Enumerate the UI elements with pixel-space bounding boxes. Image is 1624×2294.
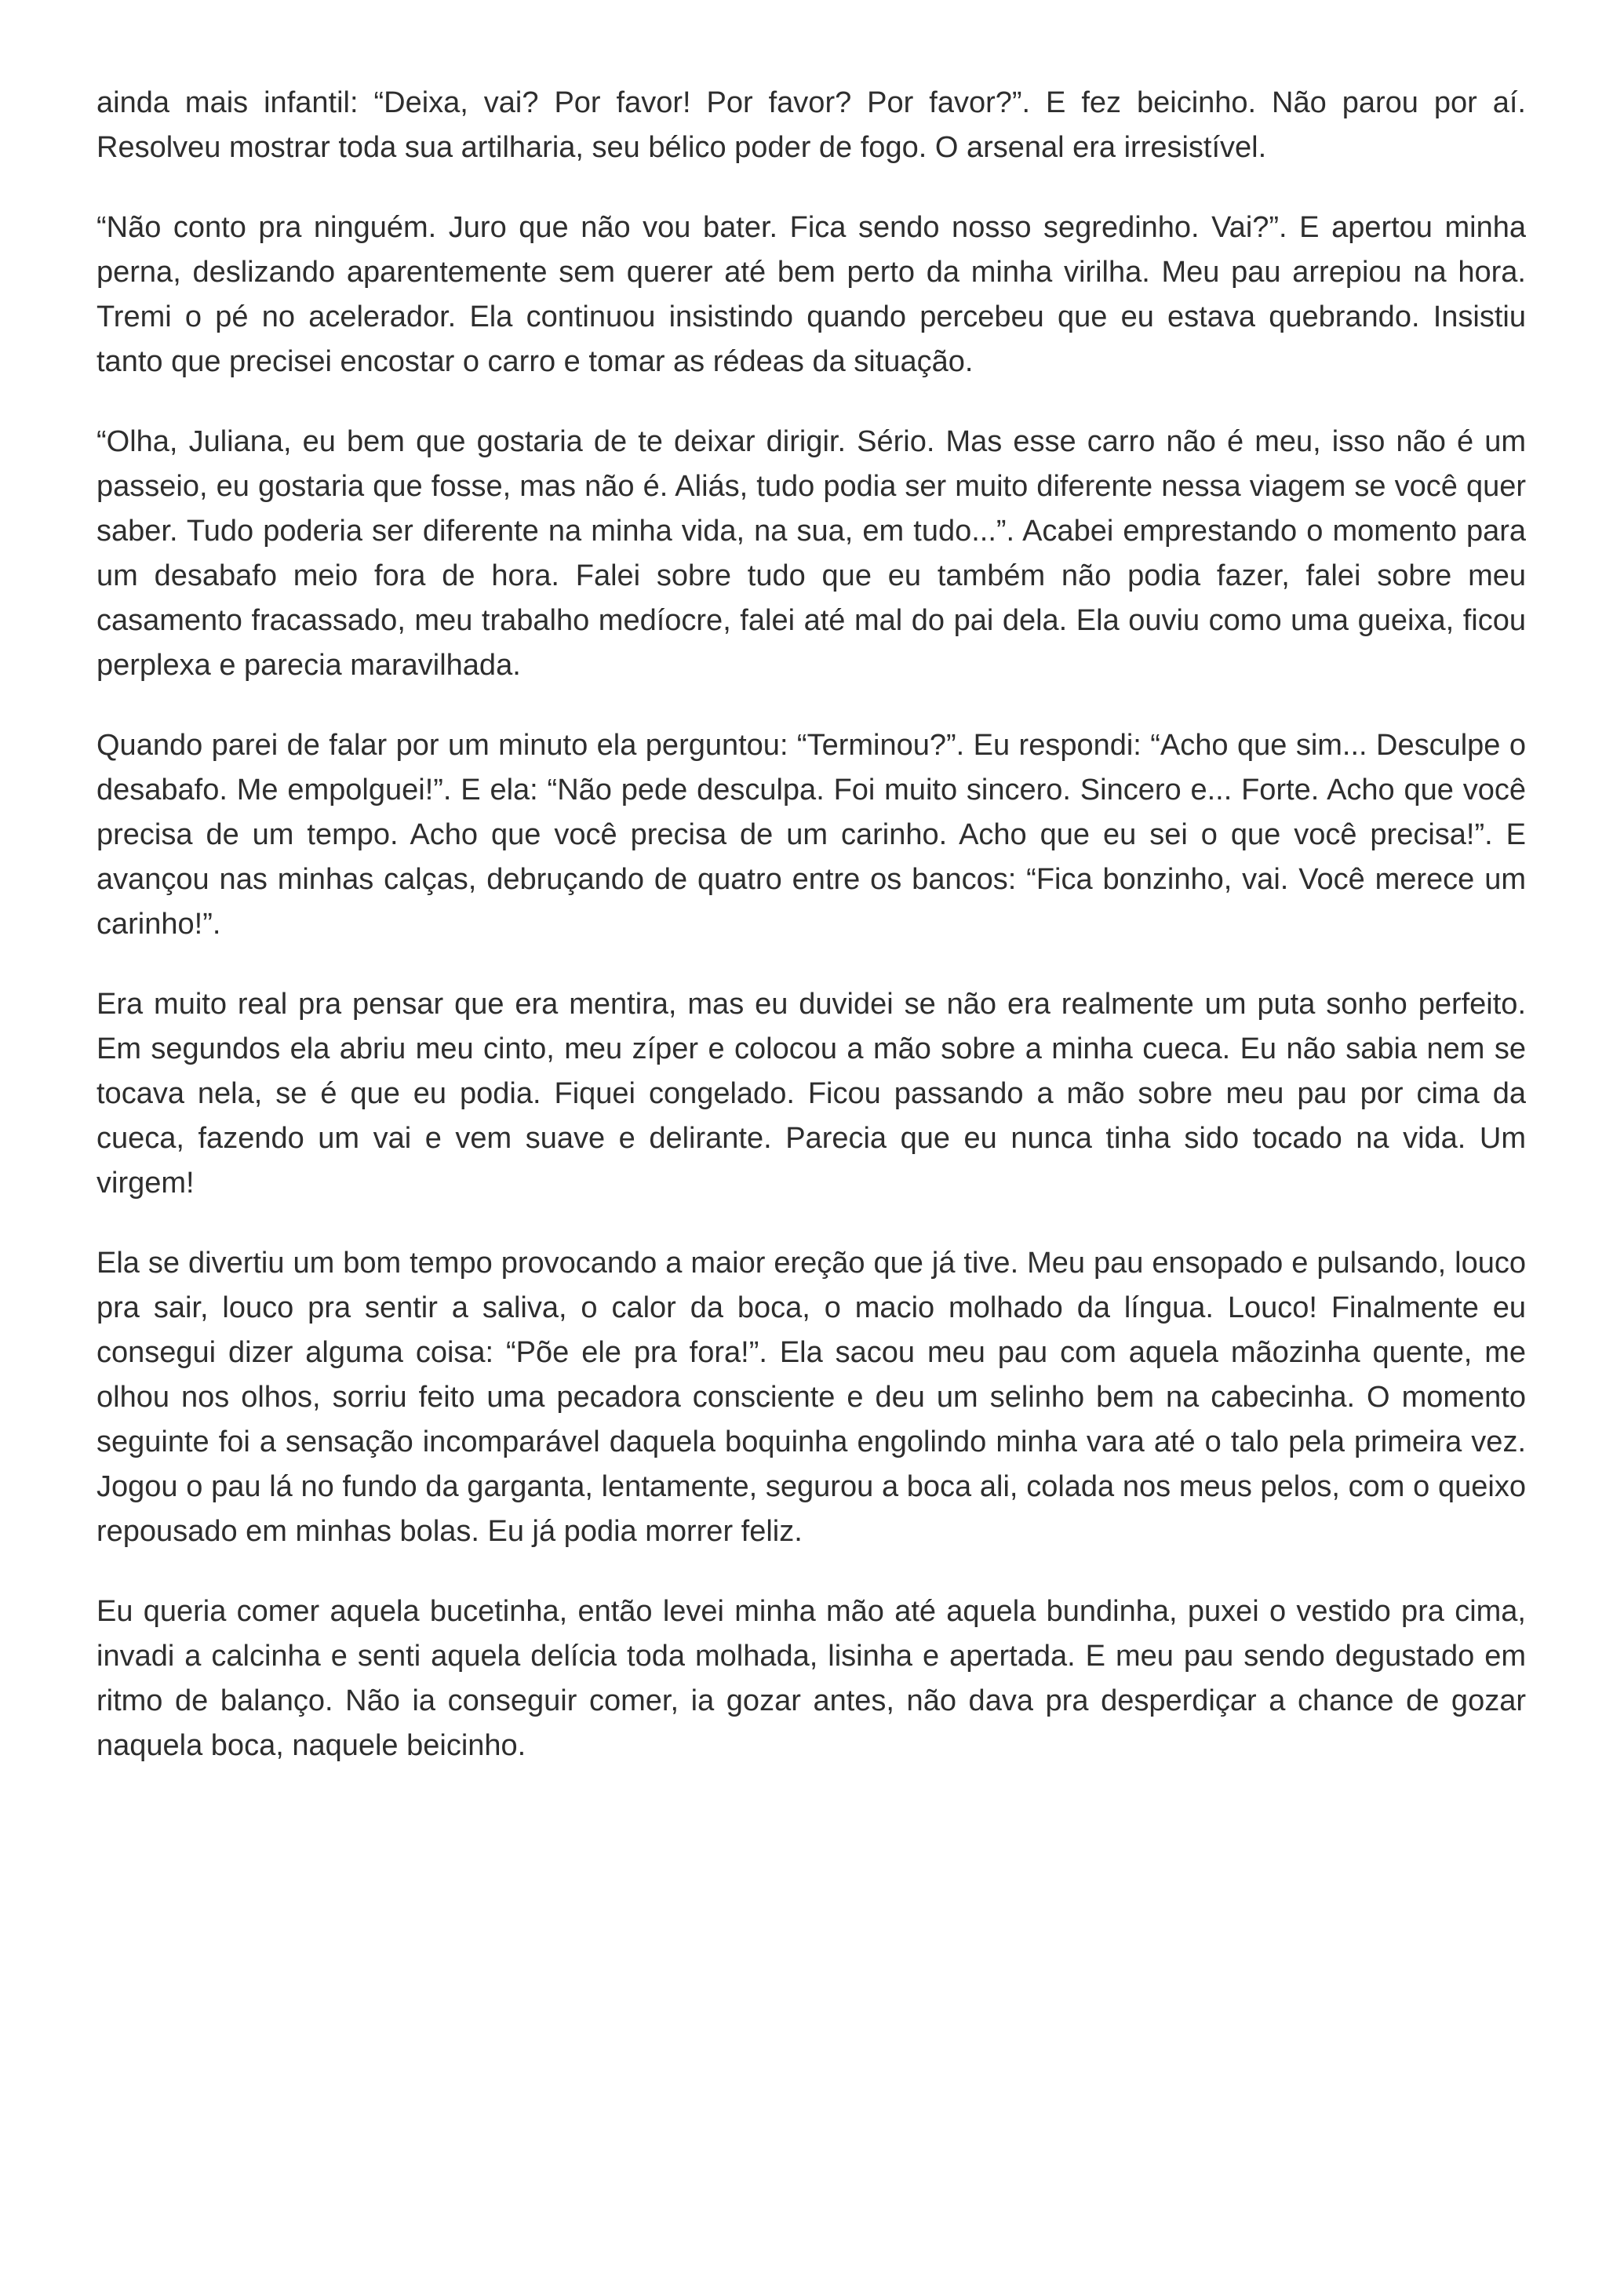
paragraph-5: Era muito real pra pensar que era mentira, mas eu duvidei se não era realmente um puta sonho perfeito. Em segundos ela abriu meu cinto, meu zíper e colocou a mão sobre a minha cueca. Eu não sabia nem se tocava nela, se é que eu podia. Fiquei congelado. Ficou passando a mão sobre meu pau por cima da cueca, fazendo um vai e vem suave e delirante. Parecia que eu nunca tinha sido tocado na vida. Um virgem! — [96, 988, 1526, 1200]
paragraph-3: “Olha, Juliana, eu bem que gostaria de te deixar dirigir. Sério. Mas esse carro não é meu, isso não é um passeio, eu gostaria que fosse, mas não é. Aliás, tudo podia ser muito diferente nessa viagem se você quer saber. Tudo poderia ser diferente na minha vida, na sua, em tudo...”. Acabei emprestando o momento para um desabafo meio fora de hora. Falei sobre tudo que eu também não podia fazer, falei sobre meu casamento fracassado, meu trabalho medíocre, falei até mal do pai dela. Ela ouviu como uma gueixa, ficou perplexa e parecia maravilhada. — [96, 425, 1526, 682]
paragraph-7: Eu queria comer aquela bucetinha, então levei minha mão até aquela bundinha, puxei o vestido pra cima, invadi a calcinha e senti aquela delícia toda molhada, lisinha e apertada. E meu pau sendo degustado em ritmo de balanço. Não ia conseguir comer, ia gozar antes, não dava pra desperdiçar a chance de gozar naquela boca, naquele beicinho. — [96, 1595, 1526, 1762]
paragraph-4: Quando parei de falar por um minuto ela perguntou: “Terminou?”. Eu respondi: “Acho que sim... Desculpe o desabafo. Me empolguei!”. E ela: “Não pede desculpa. Foi muito sincero. Sincero e... Forte. Acho que você precisa de um tempo. Acho que você precisa de um carinho. Acho que eu sei o que você precisa!”. E avançou nas minhas calças, debruçando de quatro entre os bancos: “Fica bonzinho, vai. Você merece um carinho!”. — [96, 729, 1526, 941]
text-content — [96, 81, 1526, 1804]
paragraph-6: Ela se divertiu um bom tempo provocando a maior ereção que já tive. Meu pau ensopado e pulsando, louco pra sair, louco pra sentir a saliva, o calor da boca, o macio molhado da língua. Louco! Finalmente eu consegui dizer alguma coisa: “Põe ele pra fora!”. Ela sacou meu pau com aquela mãozinha quente, me olhou nos olhos, sorriu feito uma pecadora consciente e deu um selinho bem na cabecinha. O momento seguinte foi a sensação incomparável daquela boquinha engolindo minha vara até o talo pela primeira vez. Jogou o pau lá no fundo da garganta, lentamente, segurou a boca ali, colada nos meus pelos, com o queixo repousado em minhas bolas. Eu já podia morrer feliz. — [96, 1247, 1526, 1548]
paragraph-1: ainda mais infantil: “Deixa, vai? Por favor! Por favor? Por favor?”. E fez beicinho. Não parou por aí. Resolveu mostrar toda sua artilharia, seu bélico poder de fogo. O arsenal era irresistível. — [96, 86, 1526, 164]
paragraph-2: “Não conto pra ninguém. Juro que não vou bater. Fica sendo nosso segredinho. Vai?”. E apertou minha perna, deslizando aparentemente sem querer até bem perto da minha virilha. Meu pau arrepiou na hora. Tremi o pé no acelerador. Ela continuou insistindo quando percebeu que eu estava quebrando. Insistiu tanto que precisei encostar o carro e tomar as rédeas da situação. — [96, 211, 1526, 378]
